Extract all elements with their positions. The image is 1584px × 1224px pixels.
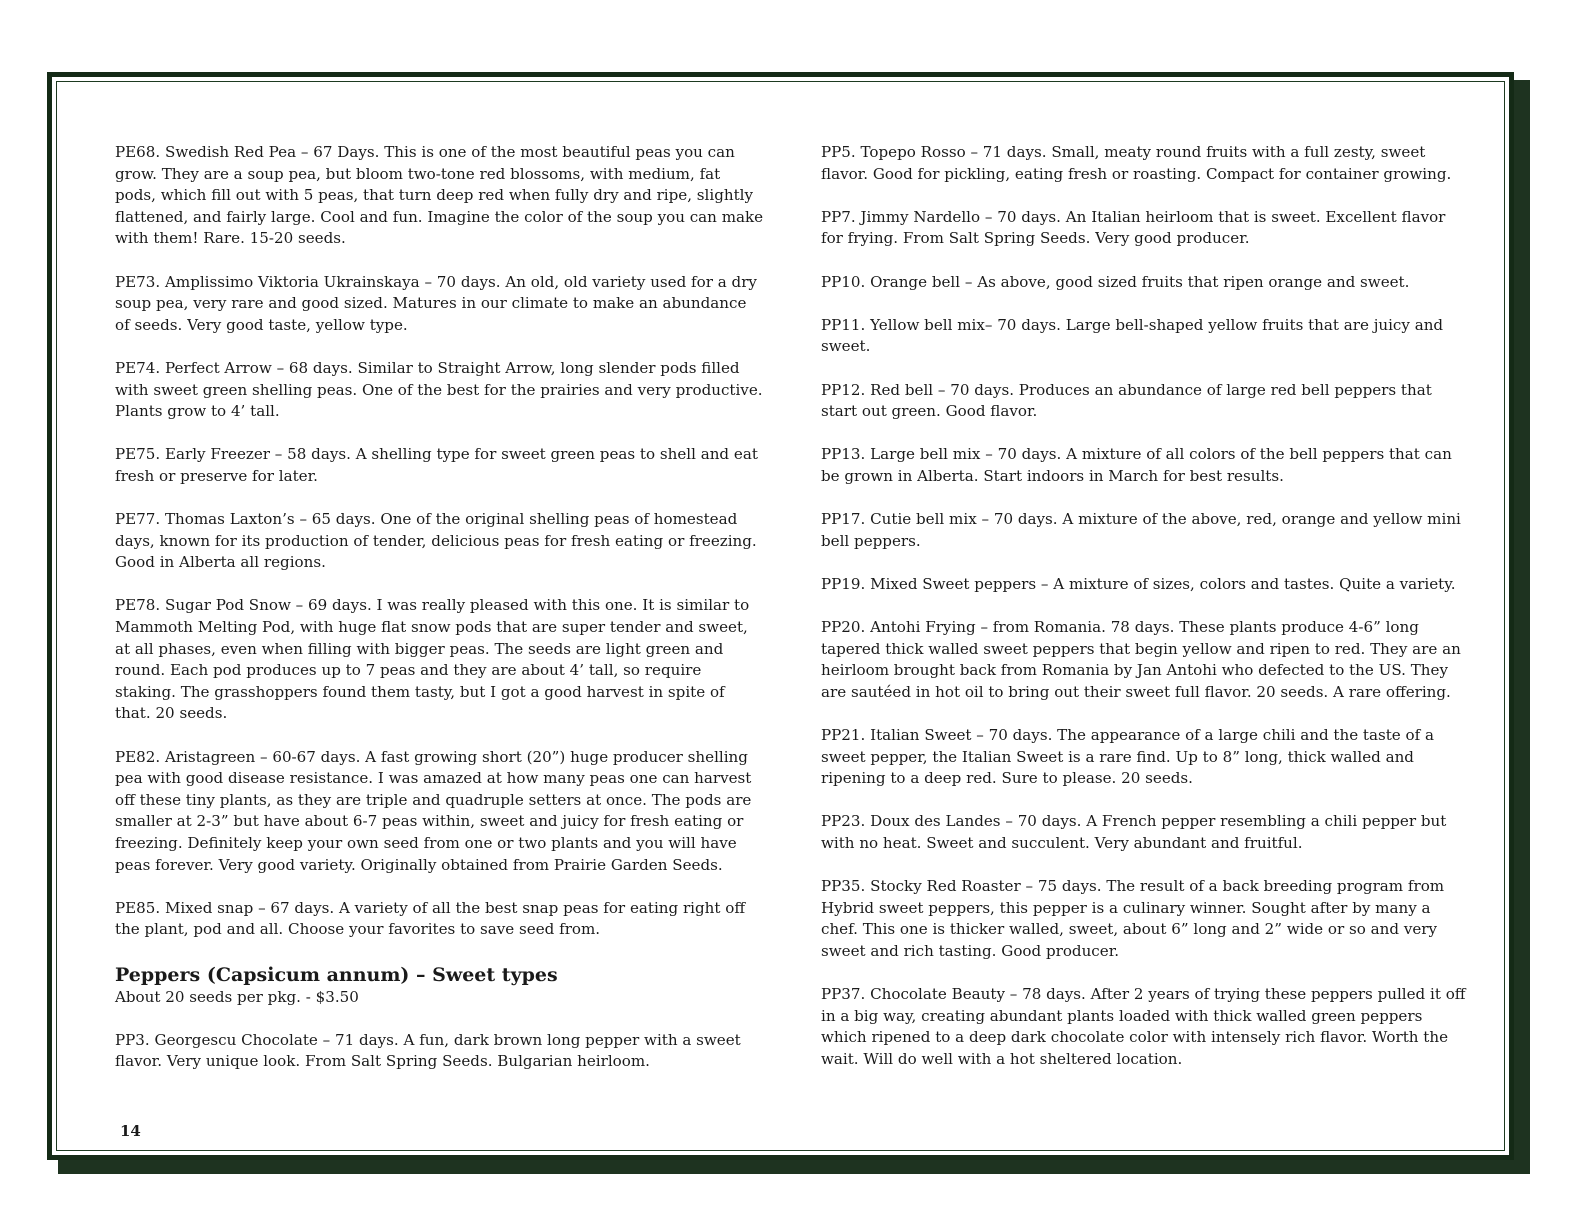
catalog-entry-pe73: PE73. Amplissimo Viktoria Ukrainskaya – 70 days. An old, old variety used for a dry soup pea, very rare and good sized. Matures in our climate to make an abundance of seeds. Very good taste, yellow type. — [115, 272, 757, 334]
catalog-entry-pp37: PP37. Chocolate Beauty – 78 days. After 2 years of trying these peppers pulled it off in a big way, creating abundant plants loaded with thick walled green peppers which ripened to a deep dark chocolate color with intensely rich flavor. Worth the wait. Will do well with a hot sheltered location. — [821, 985, 1466, 1068]
catalog-entry-pp12: PP12. Red bell – 70 days. Produces an abundance of large red bell peppers that start out green. Good flavor. — [821, 380, 1432, 421]
catalog-entry-pe82: PE82. Aristagreen – 60-67 days. A fast growing short (20”) huge producer shelling pea with good disease resistance. I was amazed at how many peas one can harvest off these tiny plants, as they are triple and quadruple setters at once. The pods are smaller at 2-3” but have about 6-7 peas within, sweet and juicy for fresh eating or freezing. Definitely keep your own seed from one or two plants and you will have peas forever. Very good variety. Originally obtained from Prairie Garden Seeds. — [115, 747, 752, 874]
catalog-entry-pp5: PP5. Topepo Rosso – 71 days. Small, meaty round fruits with a full zesty, sweet flavor. Good for pickling, eating fresh or roasting. Compact for container growing. — [821, 143, 1452, 183]
catalog-entry-pp21: PP21. Italian Sweet – 70 days. The appearance of a large chili and the taste of a sweet pepper, the Italian Sweet is a rare find. Up to 8” long, thick walled and ripening to a deep red. Sure to please. 20 seeds. — [821, 726, 1434, 788]
catalog-entry-pe75: PE75. Early Freezer – 58 days. A shelling type for sweet green peas to shell and eat fresh or preserve for later. — [115, 445, 758, 485]
catalog-entry-pp20: PP20. Antohi Frying – from Romania. 78 days. These plants produce 4-6” long tapered thick walled sweet peppers that begin yellow and ripen to red. They are an heirloom brought back from Romania by Jan Antohi who defected to the US. They are sautéed in hot oil to bring out their sweet full flavor. 20 seeds. A rare offering. — [821, 618, 1461, 701]
right-column — [821, 142, 1471, 1092]
catalog-entry-pp11: PP11. Yellow bell mix– 70 days. Large bell-shaped yellow fruits that are juicy and sweet. — [821, 315, 1444, 356]
catalog-entry-pp7: PP7. Jimmy Nardello – 70 days. An Italian heirloom that is sweet. Excellent flavor for frying. From Salt Spring Seeds. Very good producer. — [821, 207, 1446, 248]
page-number: 14 — [120, 1122, 141, 1140]
catalog-entry-pp10: PP10. Orange bell – As above, good sized fruits that ripen orange and sweet. — [821, 272, 1410, 291]
catalog-entry-pp3: PP3. Georgescu Chocolate – 71 days. A fun, dark brown long pepper with a sweet flavor. Very unique look. From Salt Spring Seeds. Bulgarian heirloom. — [115, 1030, 741, 1071]
left-column — [115, 142, 765, 1095]
catalog-entry-pe68: PE68. Swedish Red Pea – 67 Days. This is one of the most beautiful peas you can grow. They are a soup pea, but bloom two-tone red blossoms, with medium, fat pods, which fill out with 5 peas, that turn deep red when fully dry and ripe, slightly flattened, and fairly large. Cool and fun. Imagine the color of the soup you can make with them! Rare. 15-20 seeds. — [115, 143, 764, 248]
catalog-entry-pp13: PP13. Large bell mix – 70 days. A mixture of all colors of the bell peppers that can be grown in Alberta. Start indoors in March for best results. — [821, 445, 1452, 485]
catalog-entry-pe74: PE74. Perfect Arrow – 68 days. Similar to Straight Arrow, long slender pods filled with sweet green shelling peas. One of the best for the prairies and very productive. Plants grow to 4’ tall. — [115, 358, 763, 421]
section-heading-sweet-peppers: Peppers (Capsicum annum) – Sweet types — [115, 963, 558, 986]
catalog-entry-pe77: PE77. Thomas Laxton’s – 65 days. One of the original shelling peas of homestead days, known for its production of tender, delicious peas for fresh eating or freezing. Good in Alberta all regions. — [115, 510, 757, 572]
catalog-entry-pp23: PP23. Doux des Landes – 70 days. A French pepper resembling a chili pepper but with no heat. Sweet and succulent. Very abundant and fruitful. — [821, 812, 1447, 852]
section-price-note: About 20 seeds per pkg. - $3.50 — [115, 987, 359, 1006]
catalog-entry-pp35: PP35. Stocky Red Roaster – 75 days. The result of a back breeding program from Hybrid sweet peppers, this pepper is a culinary winner. Sought after by many a chef. This one is thicker walled, sweet, about 6” long and 2” wide or so and very sweet and rich tasting. Good producer. — [821, 877, 1445, 960]
catalog-entry-pp17: PP17. Cutie bell mix – 70 days. A mixture of the above, red, orange and yellow mini bell peppers. — [821, 510, 1461, 550]
catalog-entry-pe78: PE78. Sugar Pod Snow – 69 days. I was really pleased with this one. It is similar to Mammoth Melting Pod, with huge flat snow pods that are super tender and sweet, at all phases, even when filling with bigger peas. The seeds are light green and round. Each pod produces up to 7 peas and they are about 4’ tall, so require staking. The grasshoppers found them tasty, but I got a good harvest in spite of that. 20 seeds. — [115, 596, 750, 723]
catalog-entry-pp19: PP19. Mixed Sweet peppers – A mixture of sizes, colors and tastes. Quite a variety. — [821, 574, 1456, 593]
catalog-entry-pe85: PE85. Mixed snap – 67 days. A variety of all the best snap peas for eating right off the plant, pod and all. Choose your favorites to save seed from. — [115, 898, 746, 939]
